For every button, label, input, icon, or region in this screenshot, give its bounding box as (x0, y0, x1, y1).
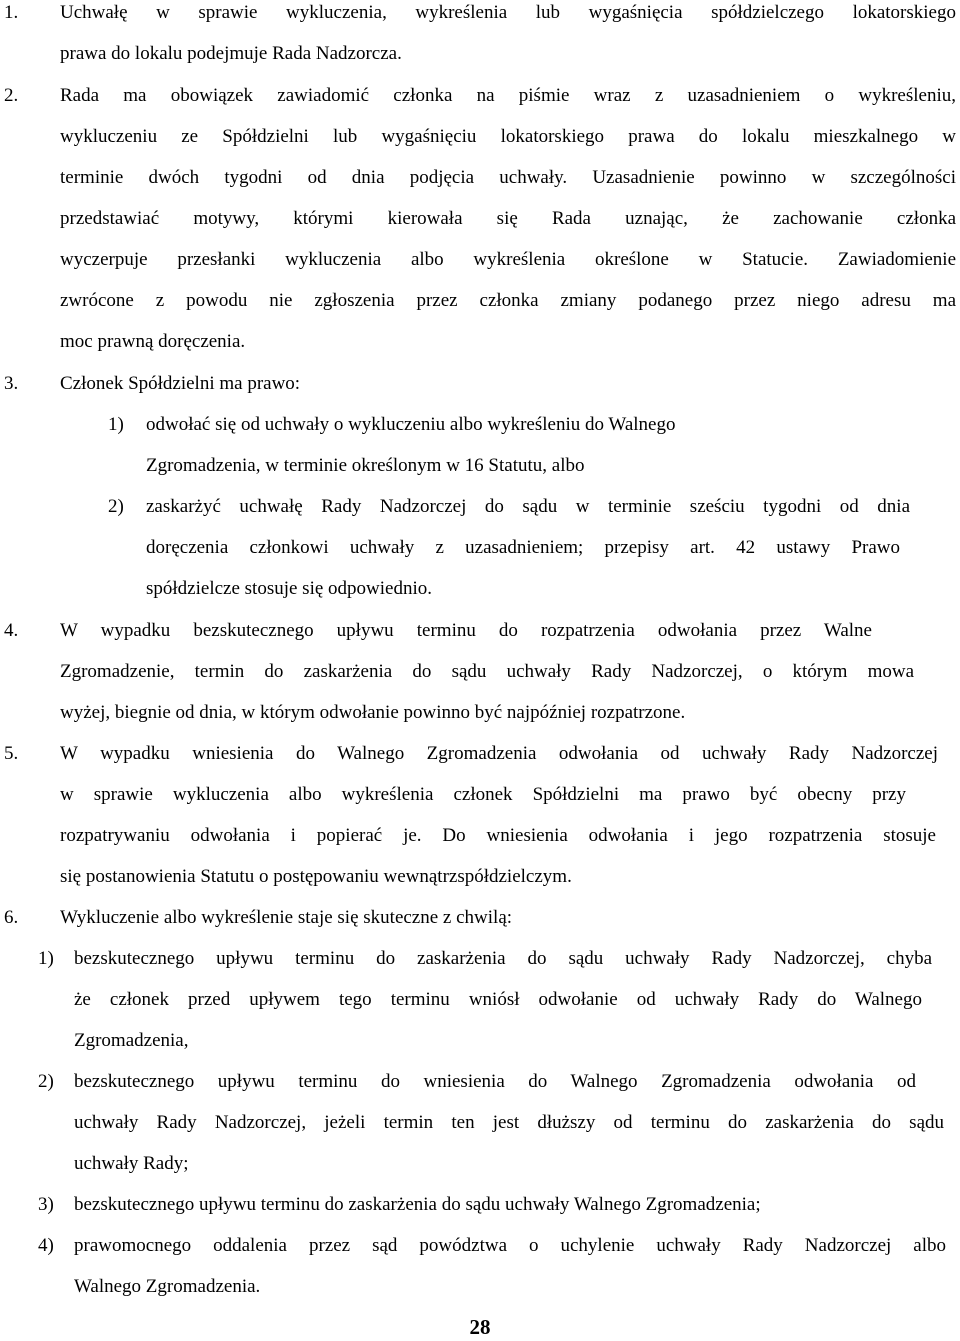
item-number: 2. (4, 85, 19, 106)
text-line: zwrócone z powodu nie zgłoszenia przez członka zmiany podanego przez niego adresu ma (60, 290, 956, 311)
subitem-number: 2) (108, 496, 124, 517)
item-number: 5. (4, 743, 19, 764)
text-line: moc prawną doręczenia. (60, 331, 246, 352)
text-line: Wykluczenie albo wykreślenie staje się skuteczne z chwilą: (60, 907, 513, 928)
text-line: W wypadku wniesienia do Walnego Zgromadzenia odwołania od uchwały Rady Nadzorczej (60, 743, 938, 764)
text-line: Walnego Zgromadzenia. (74, 1276, 261, 1297)
text-line: wyżej, biegnie od dnia, w którym odwołanie powinno być najpóźniej rozpatrzone. (60, 702, 686, 723)
text-line: przedstawiać motywy, którymi kierowała się Rada uznając, że zachowanie członka (60, 208, 956, 229)
text-line: uchwały Rady; (74, 1153, 189, 1174)
text-line: w sprawie wykluczenia albo wykreślenia członek Spółdzielni ma prawo być obecny przy (60, 784, 906, 805)
item-number: 6. (4, 907, 19, 928)
item-number: 3. (4, 373, 19, 394)
text-line: terminie dwóch tygodni od dnia podjęcia uchwały. Uzasadnienie powinno w szczególności (60, 167, 956, 188)
text-line: Uchwałę w sprawie wykluczenia, wykreślenia lub wygaśnięcia spółdzielczego lokatorskiego (60, 2, 956, 23)
text-line: uchwały Rady Nadzorczej, jeżeli termin ten jest dłuższy od terminu do zaskarżenia do sądu (74, 1112, 944, 1133)
subitem-number: 3) (38, 1194, 54, 1215)
text-line: doręczenia członkowi uchwały z uzasadnieniem; przepisy art. 42 ustawy Prawo (146, 537, 900, 558)
text-line: bezskutecznego upływu terminu do wniesienia do Walnego Zgromadzenia odwołania od (74, 1071, 916, 1092)
item-number: 4. (4, 620, 19, 641)
text-line: prawomocnego oddalenia przez sąd powództwa o uchylenie uchwały Rady Nadzorczej albo (74, 1235, 946, 1256)
text-line: Członek Spółdzielni ma prawo: (60, 373, 301, 394)
item-number: 1. (4, 2, 19, 23)
text-line: rozpatrywaniu odwołania i popierać je. Do wniesienia odwołania i jego rozpatrzenia stosuje (60, 825, 936, 846)
text-line: się postanowienia Statutu o postępowaniu wewnątrzspółdzielczym. (60, 866, 572, 887)
subitem-number: 2) (38, 1071, 54, 1092)
text-line: zaskarżyć uchwałę Rady Nadzorczej do sądu w terminie sześciu tygodni od dnia (146, 496, 910, 517)
text-line: prawa do lokalu podejmuje Rada Nadzorcza. (60, 43, 402, 64)
text-line: wykluczeniu ze Spółdzielni lub wygaśnięciu lokatorskiego prawa do lokalu mieszkalnego w (60, 126, 956, 147)
text-line: wyczerpuje przesłanki wykluczenia albo wykreślenia określone w Statucie. Zawiadomienie (60, 249, 956, 270)
text-line: Zgromadzenie, termin do zaskarżenia do sądu uchwały Rady Nadzorczej, o którym mowa (60, 661, 914, 682)
subitem-number: 1) (38, 948, 54, 969)
text-line: bezskutecznego upływu terminu do zaskarżenia do sądu uchwały Rady Nadzorczej, chyba (74, 948, 932, 969)
text-line: Rada ma obowiązek zawiadomić członka na piśmie wraz z uzasadnieniem o wykreśleniu, (60, 85, 956, 106)
subitem-number: 1) (108, 414, 124, 435)
text-line: W wypadku bezskutecznego upływu terminu do rozpatrzenia odwołania przez Walne (60, 620, 872, 641)
subitem-number: 4) (38, 1235, 54, 1256)
text-line: bezskutecznego upływu terminu do zaskarżenia do sądu uchwały Walnego Zgromadzenia; (74, 1194, 761, 1215)
text-line: spółdzielcze stosuje się odpowiednio. (146, 578, 432, 599)
text-line: odwołać się od uchwały o wykluczeniu albo wykreśleniu do Walnego (146, 414, 676, 435)
text-line: Zgromadzenia, w terminie określonym w 16 Statutu, albo (146, 455, 585, 476)
text-line: że członek przed upływem tego terminu wniósł odwołanie od uchwały Rady do Walnego (74, 989, 922, 1010)
text-line: Zgromadzenia, (74, 1030, 189, 1051)
section-heading: 28 (469, 1315, 491, 1339)
